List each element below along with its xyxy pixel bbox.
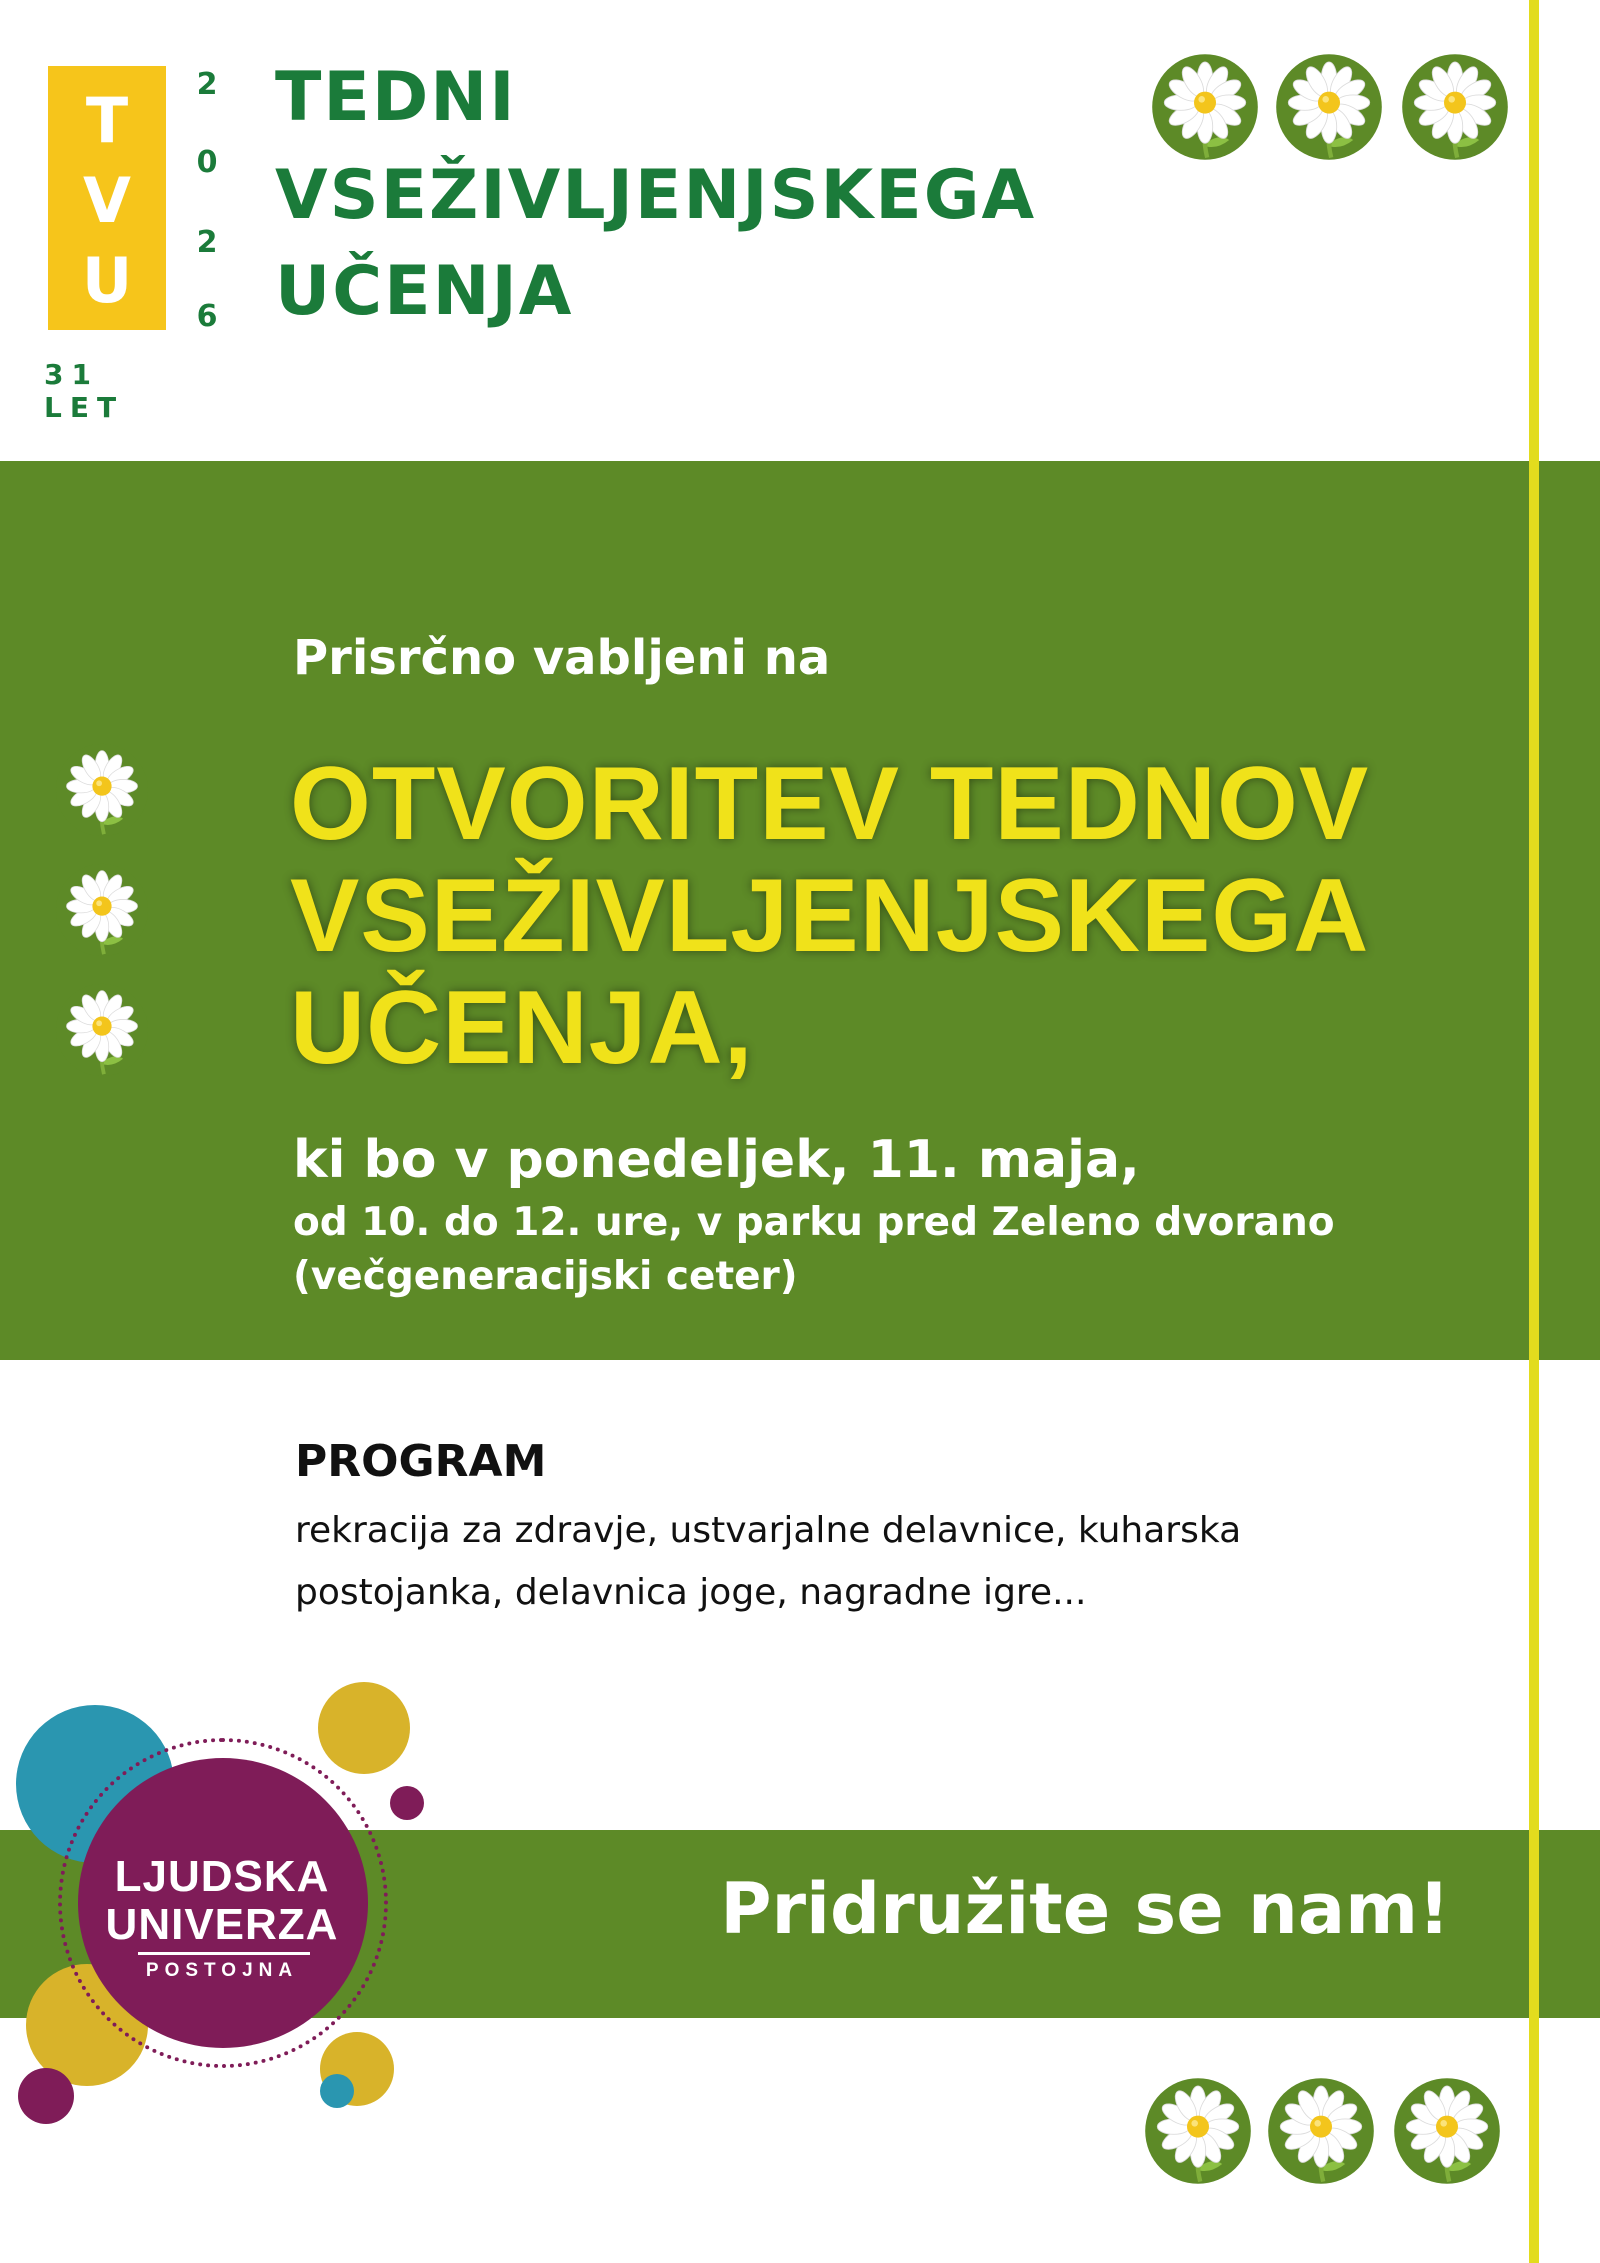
- page-title-line: VSEŽIVLJENJSKEGA: [275, 156, 1037, 235]
- logo-text-line: POSTOJNA: [145, 1960, 299, 1981]
- ljudska-univerza-logo: [0, 1680, 440, 2140]
- page-title-line: TEDNI: [275, 58, 517, 137]
- logo-divider: [138, 1952, 310, 1955]
- daisy-icon: [54, 982, 150, 1078]
- tvu-letter: U: [81, 244, 133, 317]
- daisy-icon: [1266, 2076, 1376, 2186]
- accent-vertical-line: [1529, 0, 1539, 2263]
- daisy-icon: [1392, 2076, 1502, 2186]
- daisy-icon: [1274, 52, 1384, 162]
- call-to-action: Pridružite se nam!: [720, 1868, 1450, 1950]
- headline-line: VSEŽIVLJENJSKEGA: [290, 858, 1370, 974]
- tvu-letter: T: [85, 84, 129, 157]
- daisy-icon: [1143, 2076, 1253, 2186]
- program-text-line: rekracija za zdravje, ustvarjalne delavnice, kuharska: [295, 1510, 1242, 1551]
- event-time-place: od 10. do 12. ure, v parku pred Zeleno dvorano: [293, 1200, 1335, 1245]
- year-digit: 2: [196, 67, 218, 102]
- daisy-icon: [1400, 52, 1510, 162]
- headline-line: OTVORITEV TEDNOV: [290, 746, 1370, 862]
- year-digit: 6: [196, 299, 218, 334]
- event-date: ki bo v ponedeljek, 11. maja,: [293, 1130, 1140, 1190]
- logo-dot: [390, 1786, 424, 1820]
- program-text-line: postojanka, delavnica joge, nagradne igre...: [295, 1572, 1087, 1613]
- tvu-letter: V: [83, 164, 131, 237]
- headline-line: UČENJA,: [290, 970, 754, 1086]
- logo-text-line: UNIVERZA: [105, 1900, 339, 1949]
- invitation-intro: Prisrčno vabljeni na: [293, 630, 831, 686]
- daisy-icon: [54, 862, 150, 958]
- tvu-logo: [48, 66, 166, 330]
- logo-dot: [318, 1682, 410, 1774]
- logo-text-line: LJUDSKA: [114, 1852, 330, 1901]
- year-digit: 0: [196, 145, 218, 180]
- logo-dot: [18, 2068, 74, 2124]
- years-label: 31 LET: [44, 358, 125, 424]
- logo-dot: [320, 2074, 354, 2108]
- daisy-icon: [1150, 52, 1260, 162]
- daisy-icon: [54, 742, 150, 838]
- program-title: PROGRAM: [295, 1436, 547, 1487]
- year-digit: 2: [196, 225, 218, 260]
- event-venue-note: (večgeneracijski ceter): [293, 1254, 798, 1299]
- page-title-line: UČENJA: [275, 252, 574, 331]
